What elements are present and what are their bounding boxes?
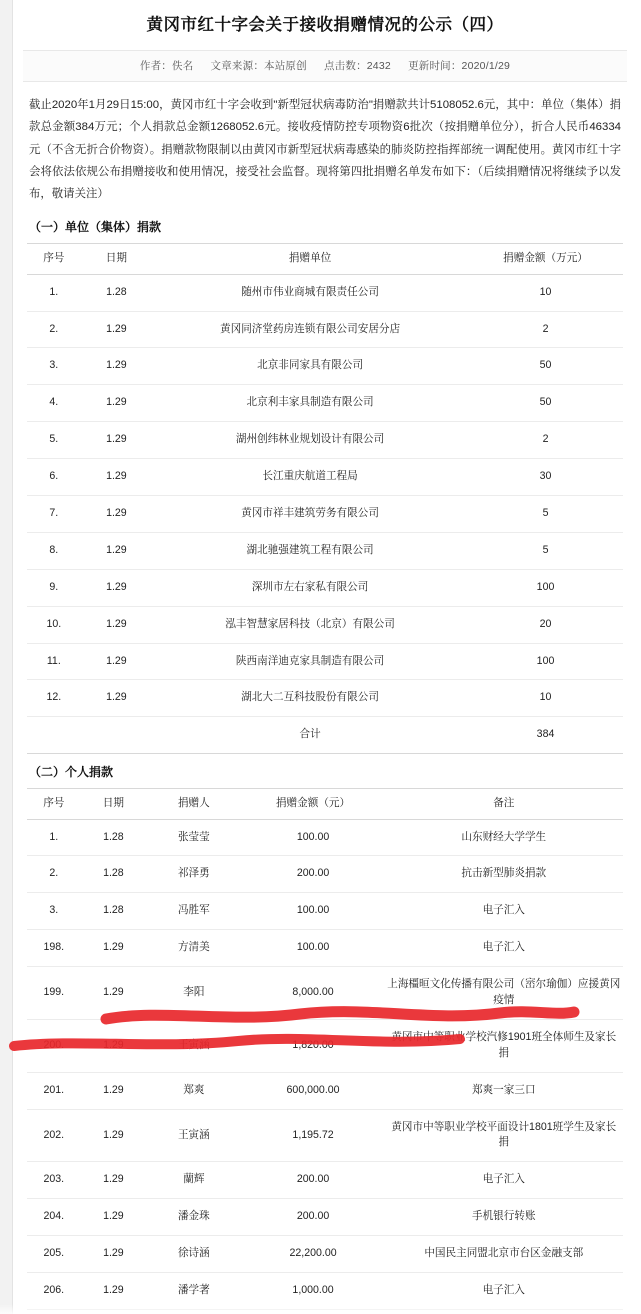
cell-date: 1.29 (81, 1273, 147, 1310)
cell-amount: 22,200.00 (242, 1236, 385, 1273)
cell-no: 1. (27, 274, 81, 311)
cell-no: 3. (27, 348, 81, 385)
units-table-body (27, 274, 623, 754)
col-no: 序号 (27, 244, 81, 274)
table-row (27, 459, 623, 496)
cell-date: 1.29 (81, 1236, 147, 1273)
cell-no: 9. (27, 569, 81, 606)
cell-donor: 徐诗涵 (146, 1236, 241, 1273)
table-row (27, 643, 623, 680)
section-heading-individuals: （二）个人捐款 (29, 765, 114, 780)
cell-amount: 10 (468, 680, 623, 717)
table-row (27, 1019, 623, 1072)
cell-donor: 张莹莹 (146, 819, 241, 856)
meta-update-time: 更新时间：2020/1/29 (408, 60, 511, 73)
col-amount: 捐赠金额（元） (242, 789, 385, 819)
table-row (27, 385, 623, 422)
meta-author: 作者：佚名 (139, 60, 194, 73)
table-row (27, 495, 623, 532)
cell-unit: 湖北大二互科技股份有限公司 (152, 680, 468, 717)
cell-date: 1.29 (81, 459, 153, 496)
table-row (27, 819, 623, 856)
table-row (27, 1072, 623, 1109)
cell-no: 5. (27, 422, 81, 459)
cell-amount: 100 (468, 569, 623, 606)
cell-no: 200. (27, 1019, 81, 1072)
cell-amount: 2 (468, 422, 623, 459)
cell-date: 1.29 (81, 385, 153, 422)
cell-date: 1.29 (81, 532, 153, 569)
cell-no: 1. (27, 819, 81, 856)
col-donor: 捐赠人 (146, 789, 241, 819)
cell-no: 6. (27, 459, 81, 496)
total-amount: 384 (468, 717, 623, 754)
cell-amount: 30 (468, 459, 623, 496)
cell-note: 抗击新型肺炎捐款 (385, 856, 623, 893)
cell-date: 1.29 (81, 967, 147, 1020)
meta-hits: 点击数：2432 (323, 60, 391, 73)
cell-note: 手机银行转账 (385, 1199, 623, 1236)
cell-date: 1.29 (81, 930, 147, 967)
cell-unit: 陕西南洋迪克家具制造有限公司 (152, 643, 468, 680)
cell-note: 黄冈市中等职业学校汽修1901班全体师生及家长捐 (385, 1019, 623, 1072)
cell-note: 电子汇入 (385, 1162, 623, 1199)
cell-unit: 深圳市左右家私有限公司 (152, 569, 468, 606)
cell-donor: 冯胜军 (146, 893, 241, 930)
cell-no: 2. (27, 311, 81, 348)
table-row (27, 348, 623, 385)
cell-amount: 100.00 (242, 819, 385, 856)
cell-unit: 北京非同家具有限公司 (152, 348, 468, 385)
total-label: 合计 (152, 717, 468, 754)
cell-unit: 黄冈同济堂药房连锁有限公司安居分店 (152, 311, 468, 348)
cell-date: 1.29 (81, 643, 153, 680)
cell-no: 4. (27, 385, 81, 422)
cell-amount: 100 (468, 643, 623, 680)
table-total-row (27, 717, 623, 754)
cell-donor: 方清美 (146, 930, 241, 967)
cell-note: 电子汇入 (385, 1273, 623, 1310)
cell-amount: 50 (468, 348, 623, 385)
cell-amount: 50 (468, 385, 623, 422)
col-unit: 捐赠单位 (152, 244, 468, 274)
cell-date: 1.28 (81, 893, 147, 930)
cell-amount: 200.00 (242, 856, 385, 893)
article-meta (23, 50, 627, 82)
cell-amount: 1,820.00 (242, 1019, 385, 1072)
table-row (27, 680, 623, 717)
individuals-table-body (27, 819, 623, 1309)
cell-no: 205. (27, 1236, 81, 1273)
cell-amount: 10 (468, 274, 623, 311)
cell-no: 203. (27, 1162, 81, 1199)
table-row (27, 1199, 623, 1236)
cell-no: 7. (27, 495, 81, 532)
table-row (27, 856, 623, 893)
table-row (27, 311, 623, 348)
cell-date: 1.29 (81, 569, 153, 606)
cell-amount: 100.00 (242, 930, 385, 967)
cell-note: 山东财经大学学生 (385, 819, 623, 856)
cell-note: 郑爽一家三口 (385, 1072, 623, 1109)
cell-donor: 李阳 (146, 967, 241, 1020)
cell-date: 1.29 (81, 348, 153, 385)
cell-unit: 湖北驰强建筑工程有限公司 (152, 532, 468, 569)
col-date: 日期 (81, 244, 153, 274)
cell-amount: 8,000.00 (242, 967, 385, 1020)
cell-donor: 潘学著 (146, 1273, 241, 1310)
cell-unit: 随州市伟业商城有限责任公司 (152, 274, 468, 311)
cell-amount: 1,000.00 (242, 1273, 385, 1310)
cell-no: 206. (27, 1273, 81, 1310)
cell-note: 电子汇入 (385, 893, 623, 930)
table-row (27, 422, 623, 459)
cell-no: 12. (27, 680, 81, 717)
cell-donor: 蘭辉 (146, 1162, 241, 1199)
individuals-donation-table (27, 788, 623, 1310)
cell-no: 11. (27, 643, 81, 680)
cell-amount: 5 (468, 495, 623, 532)
cell-amount: 600,000.00 (242, 1072, 385, 1109)
cell-no: 2. (27, 856, 81, 893)
units-table-wrap (23, 241, 627, 754)
cell-date: 1.29 (81, 495, 153, 532)
cell-amount: 20 (468, 606, 623, 643)
cell-amount: 200.00 (242, 1162, 385, 1199)
cell-note: 电子汇入 (385, 930, 623, 967)
cell-date: 1.29 (81, 1072, 147, 1109)
cell-no: 10. (27, 606, 81, 643)
cell-no: 199. (27, 967, 81, 1020)
cell-date: 1.29 (81, 606, 153, 643)
page-title: 黄冈市红十字会关于接收捐赠情况的公示（四） (146, 16, 504, 34)
col-amount: 捐赠金额（万元） (468, 244, 623, 274)
table-row (27, 569, 623, 606)
cell-donor: 王寅涵 (146, 1019, 241, 1072)
section-heading-units: （一）单位（集体）捐款 (29, 220, 162, 235)
document-content (13, 0, 641, 1310)
page-left-rail (0, 0, 13, 1314)
cell-unit: 北京利丰家具制造有限公司 (152, 385, 468, 422)
cell-date: 1.28 (81, 819, 147, 856)
cell-amount: 200.00 (242, 1199, 385, 1236)
cell-donor: 潘金珠 (146, 1199, 241, 1236)
cell-unit: 泓丰智慧家居科技（北京）有限公司 (152, 606, 468, 643)
cell-no: 202. (27, 1109, 81, 1162)
cell-date: 1.29 (81, 680, 153, 717)
cell-donor: 祁泽勇 (146, 856, 241, 893)
cell-no: 3. (27, 893, 81, 930)
cell-no: 204. (27, 1199, 81, 1236)
cell-donor: 郑爽 (146, 1072, 241, 1109)
table-row (27, 532, 623, 569)
cell-date: 1.29 (81, 1109, 147, 1162)
cell-note: 黄冈市中等职业学校平面设计1801班学生及家长捐 (385, 1109, 623, 1162)
intro-paragraph: 截止2020年1月29日15:00，黄冈市红十字会收到"新型冠状病毒防治"捐赠款共计5108052.6元，其中：单位（集体）捐款总金额384万元；个人捐款总金额1268052.6元。接收疫情防控专项物资6批次（按捐赠单位分），折合人民币46334元（不含无折合价物资）。捐赠款物限制以由黄冈市新型冠状病毒感染的肺炎防控指挥部统一调配使用。黄冈市红十字会将依法依规公布捐赠接收和使用情况，接受社会监督。现将第四批捐赠名单发布如下：（后续捐赠情况将继续予以发布，敬请关注） (29, 99, 621, 201)
cell-date: 1.29 (81, 1162, 147, 1199)
cell-date: 1.29 (81, 311, 153, 348)
col-note: 备注 (385, 789, 623, 819)
cell-amount: 1,195.72 (242, 1109, 385, 1162)
meta-source: 文章来源：本站原创 (210, 60, 307, 73)
table-row (27, 606, 623, 643)
table-row (27, 1109, 623, 1162)
individuals-table-wrap (23, 786, 627, 1310)
table-row (27, 893, 623, 930)
table-row (27, 967, 623, 1020)
col-no: 序号 (27, 789, 81, 819)
cell-date: 1.28 (81, 274, 153, 311)
total-pad (27, 717, 152, 754)
cell-unit: 湖州创纬林业规划设计有限公司 (152, 422, 468, 459)
table-row (27, 274, 623, 311)
table-header-row (27, 244, 623, 274)
cell-unit: 长江重庆航道工程局 (152, 459, 468, 496)
cell-date: 1.29 (81, 1199, 147, 1236)
table-row (27, 1162, 623, 1199)
cell-amount: 100.00 (242, 893, 385, 930)
cell-unit: 黄冈市祥丰建筑劳务有限公司 (152, 495, 468, 532)
table-row (27, 1236, 623, 1273)
cell-note: 中国民主同盟北京市台区金融支部 (385, 1236, 623, 1273)
table-header-row (27, 789, 623, 819)
cell-amount: 2 (468, 311, 623, 348)
cell-amount: 5 (468, 532, 623, 569)
page-bottom-fade (0, 1304, 641, 1314)
cell-date: 1.28 (81, 856, 147, 893)
cell-no: 8. (27, 532, 81, 569)
cell-donor: 王寅涵 (146, 1109, 241, 1162)
table-row (27, 930, 623, 967)
cell-date: 1.29 (81, 422, 153, 459)
col-date: 日期 (81, 789, 147, 819)
cell-no: 198. (27, 930, 81, 967)
cell-date: 1.29 (81, 1019, 147, 1072)
cell-no: 201. (27, 1072, 81, 1109)
cell-note: 上海橿晅文化传播有限公司（崈尔瑜伽）应援黄冈疫情 (385, 967, 623, 1020)
units-donation-table (27, 243, 623, 754)
